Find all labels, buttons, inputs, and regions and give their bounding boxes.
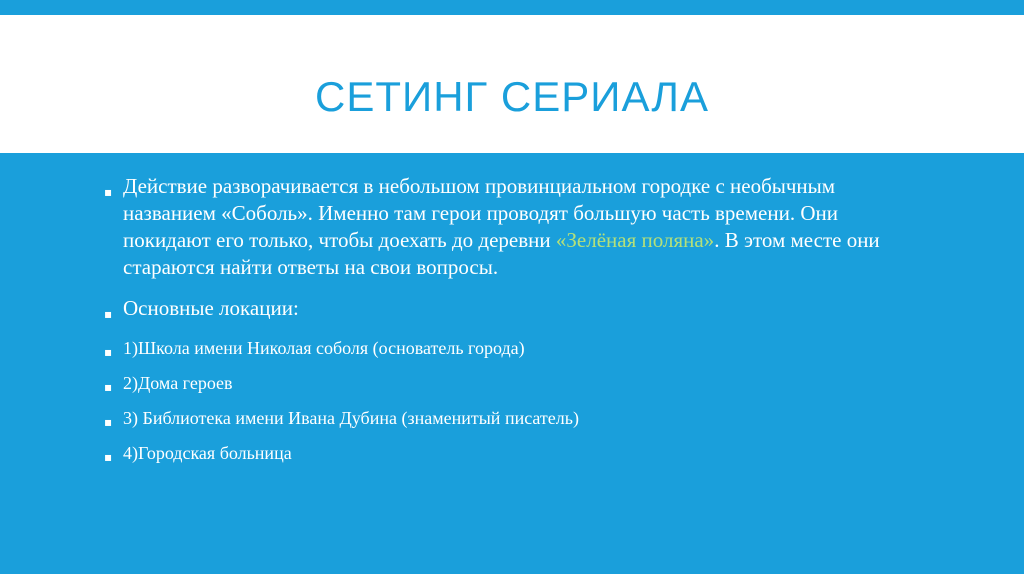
bullet-marker-icon: ▪ xyxy=(104,307,113,321)
bullet-location-library xyxy=(104,406,904,430)
setting-text-after: . В этом месте они стараются найти ответы на свои вопросы. xyxy=(123,228,880,279)
bullet-text: 2)Дома героев xyxy=(123,373,233,393)
content-area xyxy=(0,153,1024,574)
bullet-marker-icon: ▪ xyxy=(104,345,113,359)
bullet-list xyxy=(104,173,904,476)
village-name-highlight: «Зелёная поляна» xyxy=(555,228,715,252)
bullet-location-school xyxy=(104,336,904,360)
slide-title: СЕТИНГ СЕРИАЛА xyxy=(315,73,709,120)
bullet-marker-icon: ▪ xyxy=(104,380,113,394)
top-accent-strip xyxy=(0,0,1024,15)
bullet-location-homes xyxy=(104,371,904,395)
bullet-main-locations xyxy=(104,295,904,322)
bullet-marker-icon: ▪ xyxy=(104,185,113,199)
setting-text-before: Действие разворачивается в небольшом провинциальном городке с необычным названием «Соболь». Именно там герои проводят большую часть времени. Они покидают его только, чтобы доехать до деревни xyxy=(123,174,838,252)
bullet-marker-icon: ▪ xyxy=(104,415,113,429)
bullet-text: 1)Школа имени Николая соболя (основатель города) xyxy=(123,338,525,358)
title-area xyxy=(0,15,1024,153)
bullet-text: 4)Городская больница xyxy=(123,443,292,463)
bullet-location-hospital xyxy=(104,441,904,465)
bullet-marker-icon: ▪ xyxy=(104,450,113,464)
bullet-text: 3) Библиотека имени Ивана Дубина (знаменитый писатель) xyxy=(123,408,579,428)
bullet-text: Основные локации: xyxy=(123,296,299,320)
bullet-setting-description xyxy=(104,173,904,281)
